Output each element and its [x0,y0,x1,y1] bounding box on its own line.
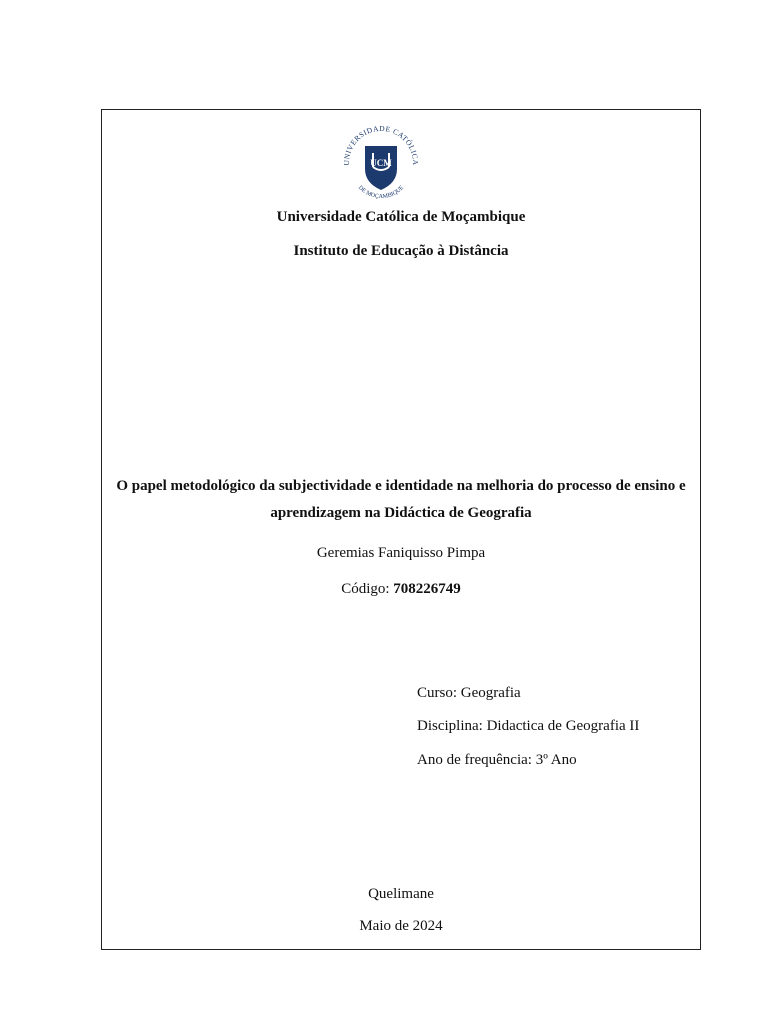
seal-bottom-text: DE MOÇAMBIQUE [356,184,406,201]
student-code [101,581,701,598]
author-name: Geremias Faniquisso Pimpa [316,545,486,561]
university-seal-logo [335,113,427,205]
shield-icon [365,146,397,190]
student-code-label: Código: [341,581,394,597]
city: Quelimane [368,886,434,902]
document-title-line-2: aprendizagem na Didáctica de Geografia [270,505,532,521]
university-name: Universidade Católica de Moçambique [276,209,526,225]
course-info: Curso: Geografia [417,685,521,701]
seal-monogram: UCM [370,158,392,168]
date: Maio de 2024 [359,918,443,934]
student-code-value: 708226749 [393,581,461,597]
discipline-info: Disciplina: Didactica de Geografia II [417,718,640,734]
page-border [101,109,701,950]
seal-top-text: UNIVERSIDADE CATÓLICA [341,123,421,166]
institute-name: Instituto de Educação à Distância [293,243,509,259]
year-info: Ano de frequência: 3º Ano [417,752,577,768]
document-title-line-1: O papel metodológico da subjectividade e identidade na melhoria do processo de ensino e [116,478,686,494]
